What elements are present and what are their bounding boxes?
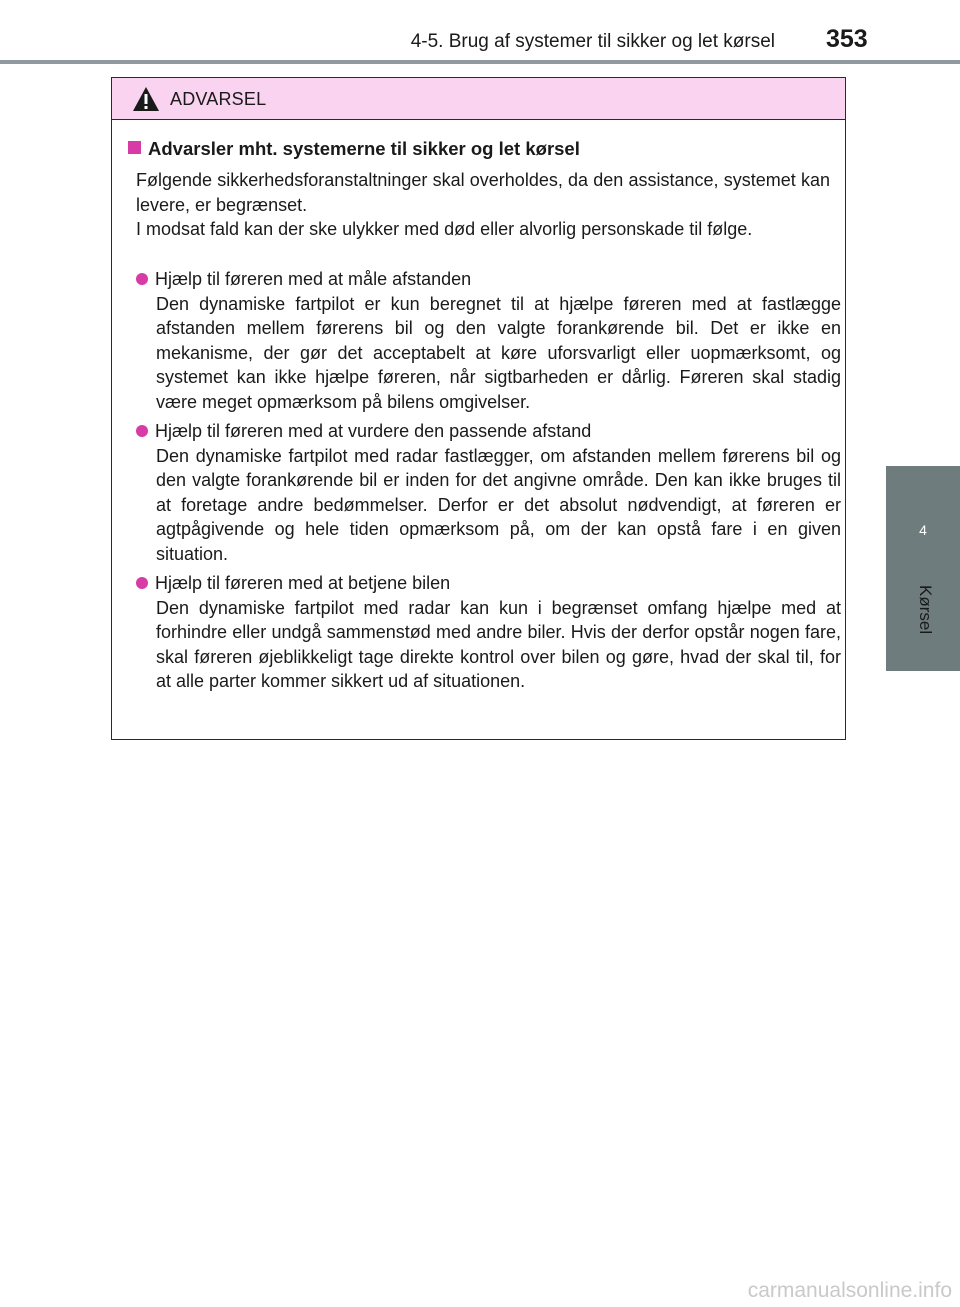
warning-header [112, 78, 845, 120]
list-item-text: Den dynamiske fartpilot med radar kan kun i begrænset omfang hjælpe med at forhindre eller undgå sammenstød med andre biler. Hvis der derfor opstår nogen fare, skal føreren øjeblikkeligt tage direkte kontrol over bilen og gøre, hvad der skal til, for at alle parter kommer sikkert ud af situationen. [156, 597, 841, 691]
watermark: carmanualsonline.info [747, 1279, 952, 1302]
warning-heading [128, 138, 580, 160]
round-bullet-icon [136, 273, 148, 285]
list-item-title-text: Hjælp til føreren med at vurdere den passende afstand [155, 421, 592, 441]
intro-paragraph-1: Følgende sikkerhedsforanstaltninger skal overholdes, da den assistance, systemet kan levere, er begrænset. [136, 170, 830, 215]
warning-triangle-icon [132, 86, 160, 112]
warning-box [111, 77, 846, 740]
list-item-title-text: Hjælp til føreren med at måle afstanden [155, 269, 472, 289]
round-bullet-icon [136, 425, 148, 437]
list-item-title [136, 571, 450, 596]
section-title: 4-5. Brug af systemer til sikker og let kørsel [410, 31, 775, 52]
list-item-title [136, 419, 591, 444]
page-number: 353 [826, 25, 868, 53]
list-item-text: Den dynamiske fartpilot med radar fastlægger, om afstanden mellem førerens bil og den valgte forankørende bil er inden for det angivne område. Den kan ikke bruges til at foretage andre bedømmelser. Derfor er det absolut nødvendigt, at føreren er agtpågivende og hele tiden opmærksom på, om der kan opstå fare i en given situation. [156, 445, 841, 564]
list-item-title [136, 267, 471, 292]
intro-paragraph-2: I modsat fald kan der ske ulykker med død eller alvorlig personskade til følge. [136, 219, 753, 239]
square-bullet-icon [128, 141, 141, 154]
list-item-title-text: Hjælp til føreren med at betjene bilen [155, 573, 451, 593]
chapter-label: Kørsel [916, 585, 935, 635]
warning-intro [136, 168, 830, 242]
chapter-number: 4 [919, 522, 927, 538]
header-divider [0, 60, 960, 64]
list-item-text: Den dynamiske fartpilot er kun beregnet til at hjælpe føreren med at fastlægge afstanden mellem førerens bil og den valgte forankørende bil. Det er ikke en mekanisme, der gør det acceptabelt at køre uforsvarligt eller uopmærksomt, og systemet kan ikke hjælpe føreren, når sigtbarheden er dårlig. Føreren skal stadig være meget opmærksom på bilens omgivelser. [156, 293, 841, 412]
round-bullet-icon [136, 577, 148, 589]
warning-label: ADVARSEL [170, 89, 267, 109]
warning-heading-text: Advarsler mht. systemerne til sikker og let kørsel [148, 138, 580, 159]
